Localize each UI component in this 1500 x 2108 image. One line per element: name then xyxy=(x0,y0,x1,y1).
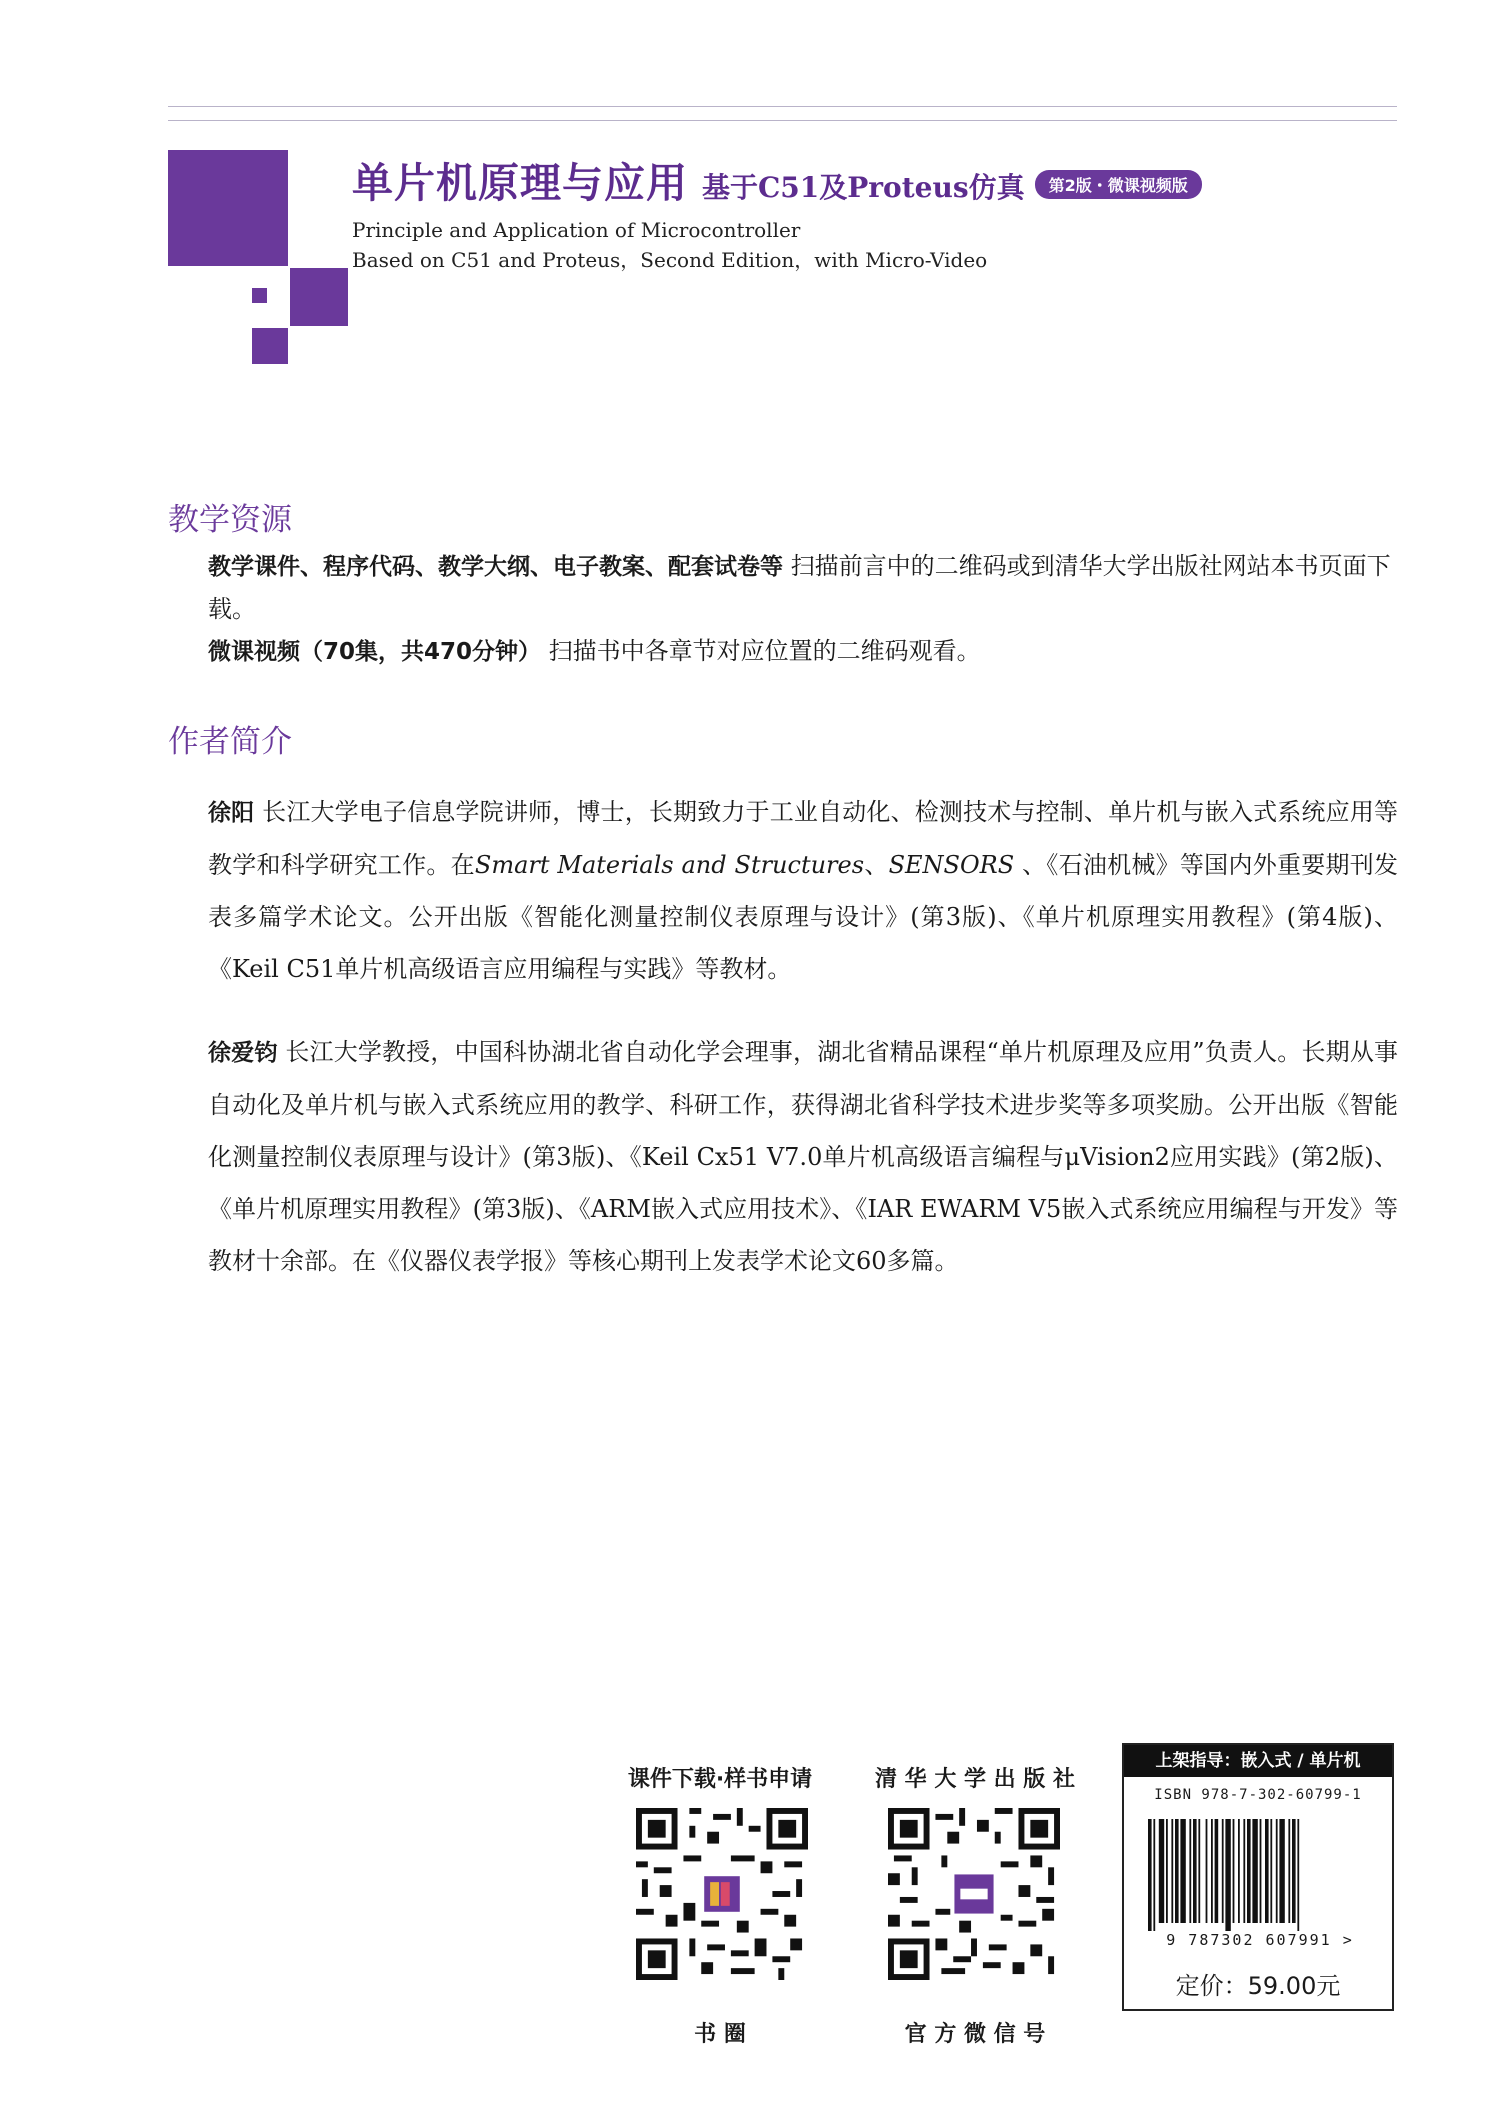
barcode-bar xyxy=(1206,1819,1208,1923)
decor-square-medium xyxy=(290,268,348,326)
author-1-journal-1: Smart Materials and Structures xyxy=(474,851,865,879)
qr1-top-caption: 课件下载·样书申请 xyxy=(627,1767,813,1792)
barcode-icon xyxy=(1146,1819,1370,1931)
qr2-top-caption: 清 华 大 学 出 版 社 xyxy=(875,1767,1075,1792)
qr1-bottom-caption: 书 圈 xyxy=(694,2022,746,2047)
barcode-bar xyxy=(1211,1819,1213,1923)
authors-heading: 作者简介 xyxy=(168,724,292,760)
barcode-bar xyxy=(1148,1819,1152,1931)
resources-body xyxy=(208,545,1398,673)
barcode-bar xyxy=(1198,1819,1200,1923)
barcode-bar xyxy=(1279,1819,1284,1923)
author-bio-1 xyxy=(208,786,1398,995)
barcode-bar xyxy=(1265,1819,1269,1923)
barcode-bar xyxy=(1180,1819,1185,1923)
barcode-bar xyxy=(1297,1819,1299,1931)
barcode-bar xyxy=(1175,1819,1179,1923)
title-row xyxy=(352,150,1412,209)
shelf-label: 上架指导：嵌入式 / 单片机 xyxy=(1124,1745,1392,1777)
resources-item-1-text: 扫描前言中的二维码或到清华大学出版社网站本书页面下载。 xyxy=(208,552,1391,623)
title-block xyxy=(352,150,1412,275)
english-title-line1: Principle and Application of Microcontroller xyxy=(352,218,801,242)
qr-code-1-icon xyxy=(636,1808,808,1980)
top-rule-1 xyxy=(168,106,1397,107)
resources-item-1 xyxy=(208,545,1398,630)
edition-badge: 第2版・微课视频版 xyxy=(1035,170,1202,199)
resources-item-2 xyxy=(208,630,1398,673)
barcode-bar xyxy=(1222,1819,1224,1923)
author-2-text: 长江大学教授，中国科协湖北省自动化学会理事，湖北省精品课程“单片机原理及应用”负责人。长期从事自动化及单片机与嵌入式系统应用的教学、科研工作，获得湖北省科学技术进步奖等多项奖励。公开出版《智能化测量控制仪表原理与设计》(第3版)、《Keil Cx51 V7.0单片机高级语言编程与μVision2应用实践》(第2版)、《单片机原理实用教程》(第3版)、《ARM嵌入式应用技术》、《IAR EWARM V5嵌入式系统应用编程与开发》等教材十余部。在《仪器仪表学报》等核心期刊上发表学术论文60多篇。 xyxy=(208,1038,1398,1275)
resources-item-2-title: 微课视频（70集，共470分钟） xyxy=(208,639,542,665)
barcode-box xyxy=(1122,1743,1394,2011)
barcode-bar xyxy=(1166,1819,1168,1923)
barcode-bar xyxy=(1171,1819,1173,1923)
barcode-bar xyxy=(1215,1819,1219,1923)
top-rule-2 xyxy=(168,120,1397,121)
barcode-bar xyxy=(1288,1819,1290,1923)
barcode-bar xyxy=(1189,1819,1191,1923)
barcode-bar xyxy=(1276,1819,1278,1923)
author-2-name: 徐爱钧 xyxy=(208,1040,278,1066)
barcode-bar xyxy=(1153,1819,1155,1931)
barcode-bar xyxy=(1238,1819,1240,1923)
resources-item-1-title: 教学课件、程序代码、教学大纲、电子教案、配套试卷等 xyxy=(208,554,783,580)
barcode-bar xyxy=(1247,1819,1251,1923)
resources-item-2-text: 扫描书中各章节对应位置的二维码观看。 xyxy=(541,637,981,665)
author-1-text-b: 、 xyxy=(864,851,889,879)
isbn-number: ISBN 978-7-302-60799-1 xyxy=(1154,1787,1362,1803)
decor-square-large xyxy=(168,150,288,266)
author-1-text-c: 、《石油机械》等国内外重要期刊发表多篇学术论文。公开出版《智能化测量控制仪表原理与设计》(第3版)、《单片机原理实用教程》(第4版)、《Keil C51单片机高级语言应用编程与实践》等教材。 xyxy=(208,851,1399,983)
author-1-name: 徐阳 xyxy=(208,800,255,826)
barcode-bar xyxy=(1233,1819,1235,1923)
author-bio-2 xyxy=(208,1026,1398,1287)
barcode-bar xyxy=(1270,1819,1272,1923)
decor-square-small xyxy=(252,288,267,303)
book-subtitle: 基于C51及Proteus仿真 xyxy=(702,171,1025,204)
barcode-bar xyxy=(1243,1819,1245,1923)
barcode-bar xyxy=(1252,1819,1257,1923)
barcode-bar xyxy=(1292,1819,1296,1923)
barcode-bar xyxy=(1159,1819,1164,1923)
resources-heading: 教学资源 xyxy=(168,502,292,538)
book-title: 单片机原理与应用 xyxy=(352,159,688,207)
decor-square-bottom xyxy=(252,328,288,364)
english-title-line2: Based on C51 and Proteus，Second Edition，with Micro-Video xyxy=(352,248,988,272)
author-1-journal-2: SENSORS xyxy=(888,851,1015,879)
barcode-bar xyxy=(1193,1819,1197,1923)
barcode-digits: 9 787302 607991 > xyxy=(1166,1931,1354,1949)
author-1-text-a: 长江大学电子信息学院讲师，博士，长期致力于工业自动化、检测技术与控制、单片机与嵌入式系统应用等教学和科学研究工作。在 xyxy=(208,798,1398,879)
barcode-bar xyxy=(1225,1819,1230,1931)
barcode-bar xyxy=(1260,1819,1262,1923)
qr2-bottom-caption: 官 方 微 信 号 xyxy=(904,2022,1046,2047)
qr-code-2-icon xyxy=(888,1808,1060,1980)
price-label: 定价：59.00元 xyxy=(1175,1972,1341,2000)
